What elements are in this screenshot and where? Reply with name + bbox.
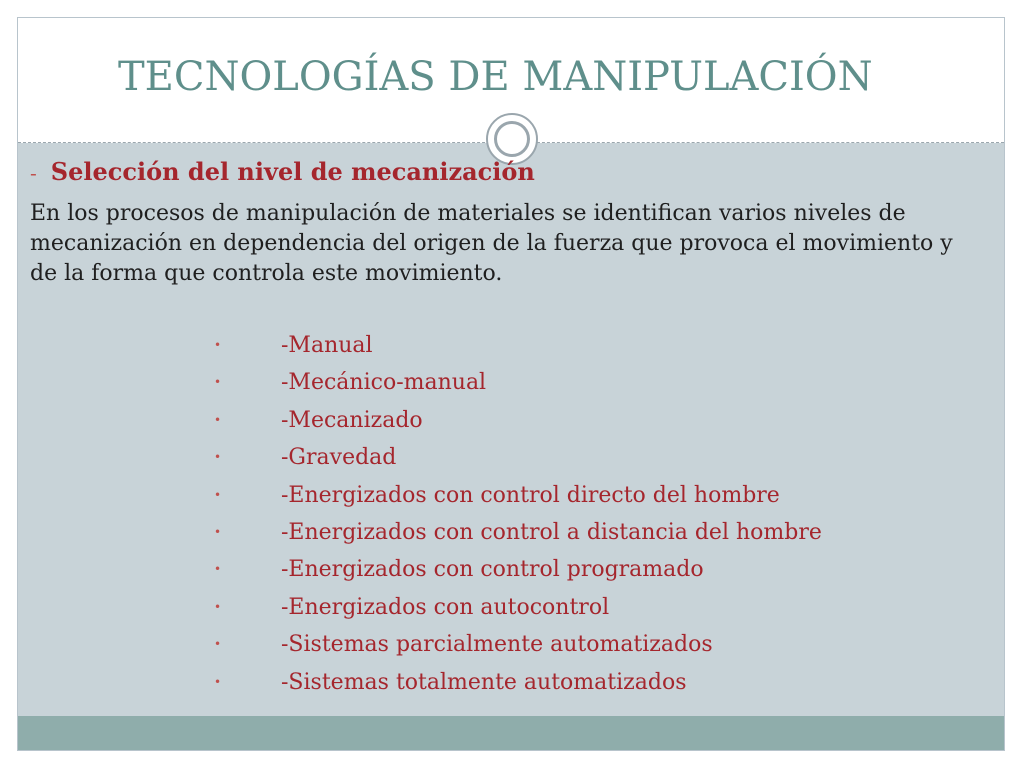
mechanization-levels-list [214,327,822,701]
list-item-text: -Manual [281,333,373,358]
list-item [214,439,822,476]
list-item [214,327,822,364]
list-item-text: -Gravedad [281,445,397,471]
intro-paragraph: En los procesos de manipulación de materiales se identifican varios niveles de mecanización en dependencia del origen de la fuerza que provoca el movimiento y de la forma que controla este movimiento. [30,201,953,286]
bullet-icon: • [214,674,222,689]
list-item [214,626,822,663]
bullet-icon: • [214,450,222,465]
bullet-icon: • [214,375,222,390]
list-item-text: -Mecanizado [281,407,423,433]
footer-band [18,716,1004,750]
bullet-icon: • [214,599,222,614]
bullet-icon: • [214,487,222,502]
bullet-icon: • [214,562,222,577]
list-item [214,664,822,701]
subheading-marker: - [30,161,37,185]
list-item [214,402,822,439]
list-item-text: -Sistemas totalmente automatizados [281,669,687,695]
list-item-text: -Energizados con control directo del hombre [281,482,780,508]
slide-title: TECNOLOGÍAS DE MANIPULACIÓN [118,54,873,100]
circle-ornament-inner [494,121,530,157]
list-item-text: -Energizados con autocontrol [281,594,610,620]
bullet-icon: • [214,412,222,427]
list-item-text: -Energizados con control a distancia del hombre [281,519,822,545]
list-item [214,364,822,401]
subheading [30,157,535,186]
bullet-icon: • [214,338,222,352]
list-item-text: -Mecánico-manual [281,370,487,396]
bullet-icon: • [214,524,222,539]
subheading-text: Selección del nivel de mecanización [50,157,535,186]
list-item [214,514,822,551]
list-item [214,589,822,626]
list-item-text: -Energizados con control programado [281,557,704,583]
list-item [214,477,822,514]
list-item-text: -Sistemas parcialmente automatizados [281,632,713,658]
list-item [214,551,822,588]
bullet-icon: • [214,637,222,652]
